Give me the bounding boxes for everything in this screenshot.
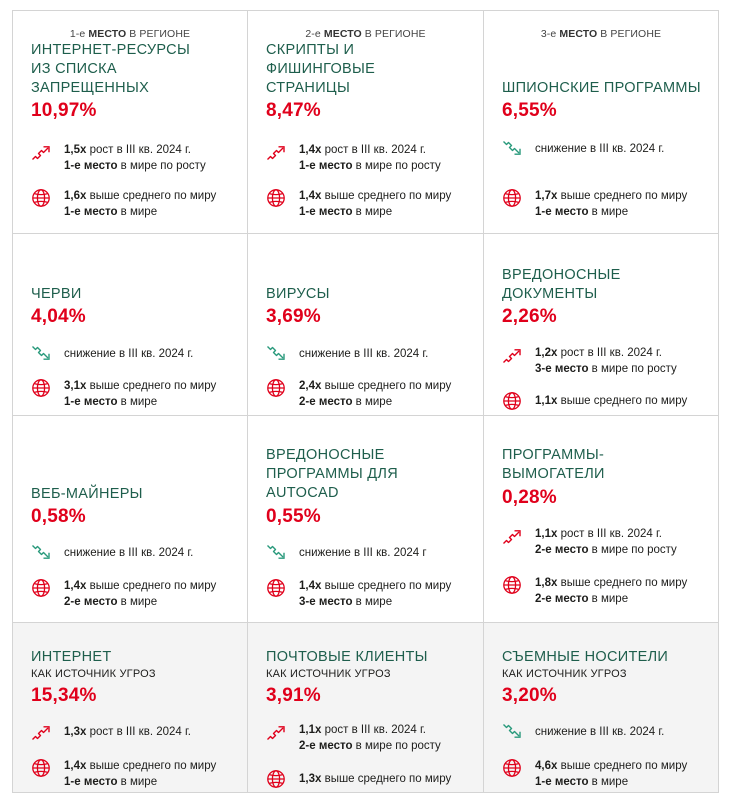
card-malicious-documents (484, 234, 719, 416)
card-title: ЧЕРВИ (31, 286, 82, 302)
growth-row: 1,4x рост в III кв. 2024 г. 1-е место в мире по росту (266, 142, 477, 176)
growth-row: снижение в III кв. 2024 г. (502, 722, 712, 756)
globe-icon (502, 575, 522, 595)
world-row: 1,4x выше среднего по миру 3-е место в мире (266, 578, 477, 612)
world-row: 3,1x выше среднего по миру 1-е место в мире (31, 378, 241, 412)
growth-row: 1,1x рост в III кв. 2024 г. 2-е место в мире по росту (502, 526, 712, 560)
globe-icon (31, 378, 51, 398)
world-row: 1,6x выше среднего по миру 1-е место в мире (31, 188, 241, 222)
percent-value: 3,69% (266, 306, 321, 327)
percent-value: 4,04% (31, 306, 86, 327)
card-viruses (248, 234, 484, 416)
globe-icon (31, 188, 51, 208)
trend-down-icon (266, 344, 286, 364)
world-row: 1,4x выше среднего по миру 1-е место в мире (266, 188, 477, 222)
card-subtitle: КАК ИСТОЧНИК УГРОЗ (502, 668, 627, 680)
trend-down-icon (31, 543, 51, 563)
growth-row: снижение в III кв. 2024 г (266, 543, 477, 577)
percent-value: 0,58% (31, 506, 86, 527)
percent-value: 6,55% (502, 100, 557, 121)
card-title: ШПИОНСКИЕ ПРОГРАММЫ (502, 80, 701, 96)
trend-up-icon (502, 526, 522, 546)
growth-row: снижение в III кв. 2024 г. (266, 344, 477, 378)
region-place-header: 3-е МЕСТО В РЕГИОНЕ (540, 28, 662, 40)
trend-up-icon (266, 722, 286, 742)
percent-value: 10,97% (31, 100, 97, 121)
percent-value: 8,47% (266, 100, 321, 121)
growth-row: 1,2x рост в III кв. 2024 г. 3-е место в мире по росту (502, 345, 712, 379)
card-phishing-scripts (248, 10, 484, 234)
card-title: ВЕБ-МАЙНЕРЫ (31, 486, 143, 502)
growth-row: снижение в III кв. 2024 г. (31, 543, 241, 577)
card-title: ПОЧТОВЫЕ КЛИЕНТЫ (266, 649, 428, 665)
card-title: СКРИПТЫ И ФИШИНГОВЫЕ СТРАНИЦЫ (266, 42, 376, 96)
card-title: ИНТЕРНЕТ (31, 649, 112, 665)
card-title: ПРОГРАММЫ- ВЫМОГАТЕЛИ (502, 447, 605, 482)
card-title: СЪЕМНЫЕ НОСИТЕЛИ (502, 649, 669, 665)
card-ransomware (484, 416, 719, 623)
card-web-miners (12, 416, 248, 623)
trend-up-icon (31, 722, 51, 742)
trend-down-icon (31, 344, 51, 364)
world-row: 1,4x выше среднего по миру 2-е место в мире (31, 578, 241, 612)
trend-up-icon (266, 142, 286, 162)
globe-icon (31, 758, 51, 778)
world-row: 1,3x выше среднего по миру (266, 769, 477, 803)
percent-value: 3,91% (266, 685, 321, 706)
growth-row: снижение в III кв. 2024 г. (31, 344, 241, 378)
card-title: ВРЕДОНОСНЫЕ ДОКУМЕНТЫ (502, 267, 621, 302)
trend-down-icon (502, 722, 522, 742)
card-subtitle: КАК ИСТОЧНИК УГРОЗ (31, 668, 156, 680)
world-row: 1,7x выше среднего по миру 1-е место в мире (502, 188, 712, 222)
card-autocad-malware (248, 416, 484, 623)
world-row: 1,8x выше среднего по миру 2-е место в мире (502, 575, 712, 609)
growth-row: 1,3x рост в III кв. 2024 г. (31, 722, 241, 756)
card-subtitle: КАК ИСТОЧНИК УГРОЗ (266, 668, 391, 680)
stats-grid (12, 10, 719, 793)
world-row: 4,6x выше среднего по миру 1-е место в мире (502, 758, 712, 792)
trend-up-icon (502, 345, 522, 365)
percent-value: 0,28% (502, 487, 557, 508)
trend-down-icon (502, 139, 522, 159)
globe-icon (502, 391, 522, 411)
globe-icon (266, 769, 286, 789)
card-title: ВИРУСЫ (266, 286, 330, 302)
world-row: 2,4x выше среднего по миру 2-е место в мире (266, 378, 477, 412)
trend-up-icon (31, 142, 51, 162)
percent-value: 0,55% (266, 506, 321, 527)
globe-icon (502, 188, 522, 208)
card-title: ИНТЕРНЕТ-РЕСУРСЫ ИЗ СПИСКА ЗАПРЕЩЕННЫХ (31, 42, 191, 96)
card-spyware (484, 10, 719, 234)
card-internet-source (12, 623, 248, 793)
growth-row: 1,1x рост в III кв. 2024 г. 2-е место в мире по росту (266, 722, 477, 756)
card-title: ВРЕДОНОСНЫЕ ПРОГРАММЫ ДЛЯ AUTOCAD (266, 447, 399, 501)
card-mail-clients-source (248, 623, 484, 793)
card-banned-resources (12, 10, 248, 234)
globe-icon (266, 188, 286, 208)
region-place-header: 2-е МЕСТО В РЕГИОНЕ (305, 28, 426, 40)
card-removable-media-source (484, 623, 719, 793)
world-row: 1,4x выше среднего по миру 1-е место в мире (31, 758, 241, 792)
globe-icon (266, 378, 286, 398)
region-place-header: 1-е МЕСТО В РЕГИОНЕ (69, 28, 191, 40)
percent-value: 2,26% (502, 306, 557, 327)
globe-icon (502, 758, 522, 778)
globe-icon (266, 578, 286, 598)
percent-value: 3,20% (502, 685, 557, 706)
globe-icon (31, 578, 51, 598)
card-worms (12, 234, 248, 416)
growth-row: снижение в III кв. 2024 г. (502, 139, 712, 173)
growth-row: 1,5x рост в III кв. 2024 г. 1-е место в мире по росту (31, 142, 241, 176)
world-row: 1,1x выше среднего по миру (502, 391, 712, 425)
percent-value: 15,34% (31, 685, 97, 706)
trend-down-icon (266, 543, 286, 563)
